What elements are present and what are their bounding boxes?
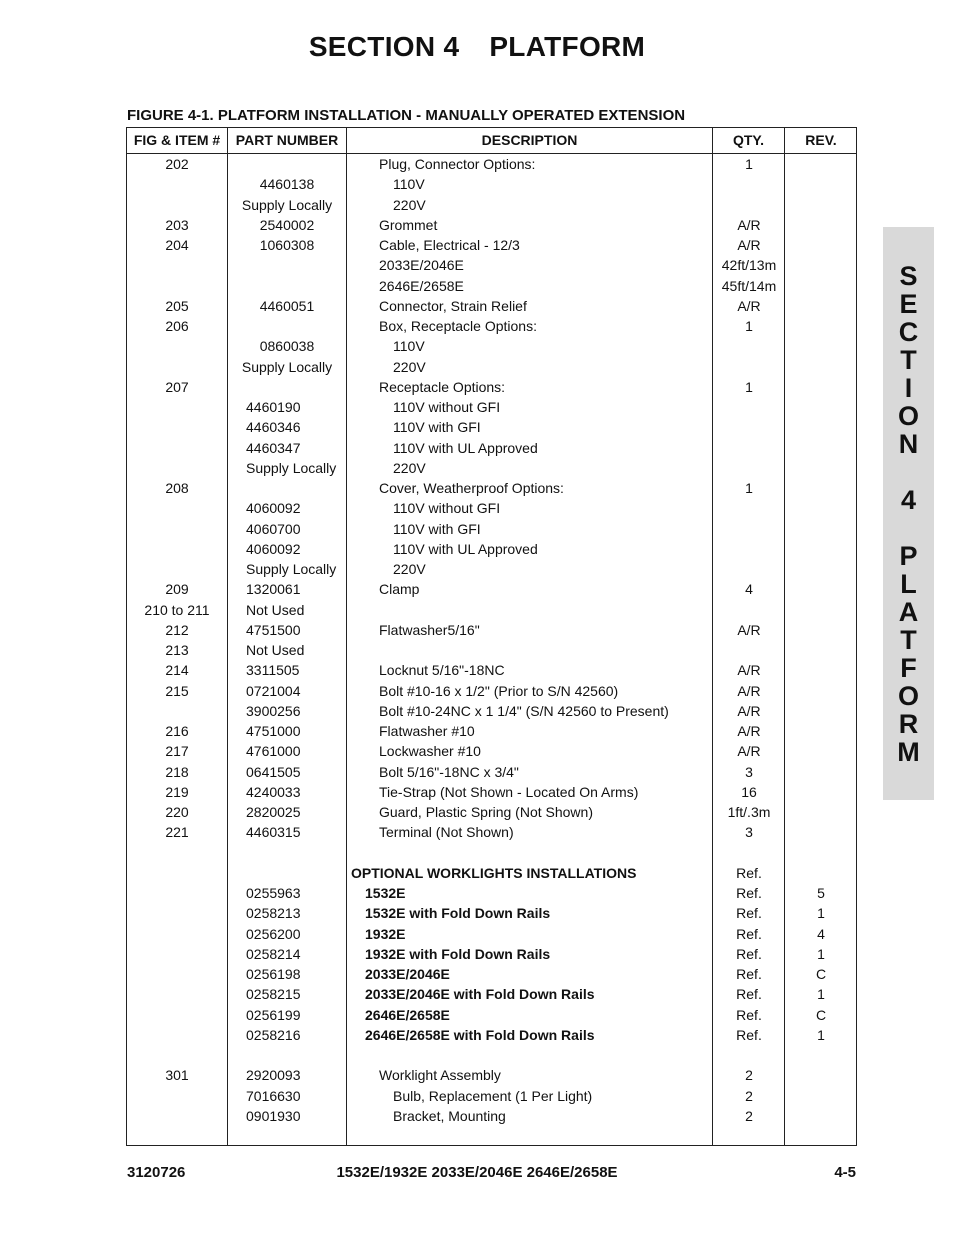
qty-cell: 1ft/.3m	[727, 804, 771, 820]
table-row	[127, 357, 856, 377]
parts-table	[126, 127, 857, 1146]
part-number-cell: 0256200	[246, 925, 301, 942]
rev-cell: 4	[817, 925, 825, 942]
part-number-cell: 4751000	[246, 723, 301, 739]
qty-cell: Ref.	[736, 925, 762, 942]
qty-cell: Ref.	[736, 885, 762, 901]
fig-item-cell: 218	[165, 763, 189, 780]
description-cell: Plug, Connector Options:	[379, 156, 536, 172]
part-number-cell: 4751500	[246, 621, 301, 638]
part-number-cell: 0256199	[246, 1006, 301, 1023]
table-row	[127, 741, 856, 761]
part-number-cell: 4060092	[246, 500, 301, 517]
part-number-cell: 0860038	[259, 338, 315, 355]
table-row	[127, 1025, 856, 1045]
footer-page-number: 4-5	[834, 1164, 856, 1181]
description-cell: 110V	[393, 338, 425, 355]
part-number-cell: Supply Locally	[246, 459, 337, 476]
fig-item-cell: 205	[165, 297, 189, 314]
header-qty: QTY.	[732, 132, 765, 148]
table-row	[127, 984, 856, 1004]
part-number-cell: Supply Locally	[241, 196, 333, 213]
qty-cell: Ref.	[736, 986, 762, 1003]
qty-cell: A/R	[737, 662, 761, 679]
side-tab-letter: T	[900, 345, 917, 375]
fig-item-cell: 215	[165, 682, 189, 699]
part-number-cell: 4460190	[246, 399, 301, 415]
table-row	[127, 174, 856, 194]
qty-cell: 3	[745, 824, 753, 841]
qty-cell: Ref.	[736, 864, 762, 881]
description-cell: Clamp	[379, 581, 420, 598]
fig-item-cell: 209	[165, 581, 189, 598]
part-number-cell: Supply Locally	[241, 358, 333, 375]
side-tab-letter: 4	[900, 485, 917, 515]
table-row	[127, 1065, 856, 1085]
part-number-cell: 4460346	[246, 419, 301, 436]
table-row	[127, 276, 856, 296]
fig-item-cell: 210 to 211	[144, 601, 210, 618]
table-row	[127, 640, 856, 660]
description-cell: 110V with UL Approved	[393, 540, 538, 557]
part-number-cell: 4460138	[259, 176, 315, 193]
qty-cell: 45ft/14m	[721, 277, 777, 294]
part-number-cell: 3311505	[246, 662, 300, 679]
description-cell: Bulb, Replacement (1 Per Light)	[393, 1087, 593, 1104]
part-number-cell: 0721004	[246, 682, 301, 699]
table-row	[127, 903, 856, 923]
table-row	[127, 1005, 856, 1025]
description-cell: 110V with GFI	[393, 419, 481, 436]
qty-cell: Ref.	[736, 966, 762, 982]
part-number-cell: 1320061	[246, 581, 301, 598]
table-row	[127, 620, 856, 640]
part-number-cell: 4460347	[246, 439, 301, 456]
description-cell: Receptacle Options:	[379, 378, 506, 395]
part-number-cell: Not Used	[246, 642, 305, 658]
section-name: PLATFORM	[489, 31, 646, 62]
table-row	[127, 660, 856, 680]
page-title	[0, 31, 954, 63]
rev-cell: 1	[817, 1026, 825, 1043]
table-row	[127, 600, 856, 620]
qty-cell: 1	[745, 156, 753, 172]
description-cell: 2033E/2046E	[379, 257, 464, 274]
table-row	[127, 1045, 856, 1065]
rev-cell: 1	[817, 905, 825, 922]
table-row	[127, 255, 856, 275]
qty-cell: 42ft/13m	[721, 257, 777, 274]
qty-cell: A/R	[737, 743, 761, 760]
qty-cell: A/R	[737, 621, 761, 638]
table-row	[127, 964, 856, 984]
table-row	[127, 154, 856, 174]
part-number-cell: 4460051	[259, 297, 315, 314]
side-tab-letter: P	[899, 541, 918, 571]
fig-item-cell: 216	[165, 723, 189, 739]
qty-cell: 3	[745, 763, 753, 780]
table-row	[127, 681, 856, 701]
qty-cell: A/R	[737, 237, 761, 253]
description-cell: Connector, Strain Relief	[379, 297, 527, 314]
part-number-cell: 0901930	[246, 1107, 301, 1124]
side-tab-letter: E	[899, 289, 918, 319]
description-cell: Box, Receptacle Options:	[379, 318, 537, 334]
description-cell: Cable, Electrical - 12/3	[379, 237, 520, 253]
side-tab-letter: A	[898, 597, 919, 627]
description-cell: Bolt #10-24NC x 1 1/4" (S/N 42560 to Present)	[379, 702, 669, 719]
fig-item-cell: 214	[165, 662, 189, 679]
side-tab-letter: O	[897, 401, 919, 431]
part-number-cell: 4060092	[246, 540, 301, 557]
rev-cell: 1	[817, 945, 825, 962]
fig-item-cell: 212	[165, 621, 189, 638]
part-number-cell: 1060308	[259, 237, 315, 253]
part-number-cell: 2540002	[259, 216, 315, 233]
part-number-cell: 4761000	[246, 743, 301, 760]
part-number-cell: 0258214	[246, 945, 301, 962]
table-row	[127, 235, 856, 255]
description-cell: 110V with GFI	[393, 520, 481, 537]
table-row	[127, 336, 856, 356]
qty-cell: A/R	[737, 216, 761, 233]
qty-cell: A/R	[737, 723, 761, 739]
table-row	[127, 924, 856, 944]
qty-cell: 2	[745, 1107, 753, 1124]
part-number-cell: 0258213	[246, 905, 301, 922]
description-cell: Locknut 5/16"-18NC	[379, 662, 505, 679]
description-cell: Bolt 5/16"-18NC x 3/4"	[379, 763, 519, 780]
qty-cell: 1	[745, 318, 753, 334]
table-row	[127, 802, 856, 822]
header-rev: REV.	[805, 132, 837, 148]
qty-cell: 2	[745, 1087, 753, 1104]
description-cell: 220V	[393, 561, 426, 577]
qty-cell: 4	[745, 581, 753, 598]
part-number-cell: Not Used	[246, 601, 305, 618]
description-cell: 220V	[393, 459, 426, 476]
fig-item-cell: 221	[165, 824, 189, 841]
section-number: SECTION 4	[308, 31, 460, 62]
table-row	[127, 519, 856, 539]
description-cell: 2646E/2658E	[379, 277, 464, 294]
table-row	[127, 782, 856, 802]
side-tab-letter: S	[899, 261, 918, 291]
part-number-cell: Supply Locally	[246, 561, 337, 577]
qty-cell: 1	[745, 480, 753, 496]
qty-cell: Ref.	[736, 1026, 762, 1043]
part-number-cell: 4060700	[246, 520, 301, 537]
side-tab-letter: R	[898, 709, 919, 739]
description-cell: 1932E	[365, 925, 406, 942]
description-cell: Tie-Strap (Not Shown - Located On Arms)	[379, 783, 639, 800]
description-cell: 2646E/2658E	[365, 1006, 450, 1023]
table-row	[127, 377, 856, 397]
description-cell: Flatwasher #10	[379, 723, 475, 739]
qty-cell: A/R	[737, 297, 761, 314]
fig-item-cell: 203	[165, 216, 189, 233]
part-number-cell: 2920093	[246, 1067, 301, 1084]
table-row	[127, 559, 856, 579]
part-number-cell: 0256198	[246, 966, 301, 982]
header-part-number: PART NUMBER	[235, 132, 339, 148]
table-row	[127, 296, 856, 316]
fig-item-cell: 206	[165, 318, 189, 334]
fig-item-cell: 202	[165, 156, 189, 172]
part-number-cell: 0258215	[246, 986, 301, 1003]
table-row	[127, 195, 856, 215]
header-description: DESCRIPTION	[481, 132, 578, 148]
side-tab-letter: I	[904, 373, 913, 403]
fig-item-cell: 204	[165, 237, 189, 253]
footer-doc-number: 3120726	[127, 1164, 186, 1181]
description-cell: Cover, Weatherproof Options:	[379, 480, 564, 496]
part-number-cell: 0641505	[246, 763, 301, 780]
part-number-cell: 3900256	[246, 702, 301, 719]
table-row	[127, 701, 856, 721]
description-cell: 110V without GFI	[393, 500, 501, 517]
table-row	[127, 539, 856, 559]
table-row	[127, 1086, 856, 1106]
description-cell: 1932E with Fold Down Rails	[365, 945, 551, 962]
qty-cell: Ref.	[736, 945, 762, 962]
table-row	[127, 316, 856, 336]
table-row	[127, 822, 856, 842]
section-side-tab	[883, 227, 934, 800]
table-row	[127, 498, 856, 518]
figure-title: FIGURE 4-1. PLATFORM INSTALLATION - MANUALLY OPERATED EXTENSION	[127, 107, 686, 124]
rev-cell: C	[815, 1006, 827, 1023]
fig-item-cell: 301	[165, 1067, 189, 1084]
table-row	[127, 721, 856, 741]
fig-item-cell: 219	[165, 783, 189, 800]
fig-item-cell: 208	[165, 480, 189, 496]
table-row	[127, 762, 856, 782]
table-row	[127, 843, 856, 863]
fig-item-cell: 220	[165, 804, 189, 820]
qty-cell: Ref.	[736, 1006, 762, 1023]
table-row	[127, 883, 856, 903]
table-row	[127, 863, 856, 883]
header-fig-item: FIG & ITEM #	[133, 132, 221, 148]
table-row	[127, 944, 856, 964]
rev-cell: 1	[817, 986, 825, 1003]
qty-cell: A/R	[737, 702, 761, 719]
description-cell: 1532E with Fold Down Rails	[365, 905, 551, 922]
side-tab-letter: F	[900, 653, 917, 683]
part-number-cell: 0255963	[246, 885, 301, 901]
description-cell: 220V	[393, 358, 426, 375]
footer-models: 1532E/1932E 2033E/2046E 2646E/2658E	[336, 1164, 618, 1181]
description-cell: 2033E/2046E with Fold Down Rails	[365, 986, 595, 1003]
fig-item-cell: 207	[165, 378, 189, 395]
side-tab-letter: L	[900, 569, 917, 599]
fig-item-cell: 213	[165, 642, 189, 658]
side-tab-letter: T	[900, 625, 917, 655]
description-cell: 2033E/2046E	[365, 966, 450, 982]
rev-cell: C	[815, 966, 827, 982]
description-cell: Bolt #10-16 x 1/2" (Prior to S/N 42560)	[379, 682, 619, 699]
part-number-cell: 0258216	[246, 1026, 301, 1043]
description-cell: 110V without GFI	[393, 399, 501, 415]
qty-cell: 1	[745, 378, 753, 395]
side-tab-letter: N	[898, 429, 919, 459]
description-cell: 110V	[393, 176, 425, 193]
fig-item-cell: 217	[165, 743, 189, 760]
side-tab-letter: O	[897, 681, 919, 711]
table-row	[127, 478, 856, 498]
description-cell: Flatwasher5/16"	[379, 621, 480, 638]
description-cell: Worklight Assembly	[379, 1067, 501, 1084]
qty-cell: A/R	[737, 682, 761, 699]
part-number-cell: 2820025	[246, 804, 301, 820]
description-cell: Grommet	[379, 216, 438, 233]
table-row	[127, 397, 856, 417]
description-cell: 110V with UL Approved	[393, 439, 538, 456]
side-tab-letter: C	[898, 317, 919, 347]
description-cell: Terminal (Not Shown)	[379, 824, 514, 841]
table-row	[127, 1106, 856, 1126]
table-row	[127, 215, 856, 235]
side-tab-letter: M	[897, 737, 920, 767]
description-cell: Lockwasher #10	[379, 743, 481, 760]
table-body	[127, 154, 856, 1126]
rev-cell: 5	[817, 885, 825, 901]
qty-cell: Ref.	[736, 905, 762, 922]
description-cell: 1532E	[365, 885, 406, 901]
description-cell: Guard, Plastic Spring (Not Shown)	[379, 804, 593, 820]
table-row	[127, 458, 856, 478]
table-row	[127, 579, 856, 599]
qty-cell: 16	[741, 783, 757, 800]
qty-cell: 2	[745, 1067, 753, 1084]
table-row	[127, 417, 856, 437]
table-header	[127, 128, 856, 154]
description-cell: Bracket, Mounting	[393, 1107, 506, 1124]
description-cell: 2646E/2658E with Fold Down Rails	[365, 1026, 595, 1043]
part-number-cell: 4460315	[246, 824, 301, 841]
description-cell: 220V	[393, 196, 426, 213]
part-number-cell: 7016630	[246, 1087, 301, 1104]
part-number-cell: 4240033	[246, 783, 301, 800]
description-cell: OPTIONAL WORKLIGHTS INSTALLATIONS	[351, 864, 637, 881]
table-row	[127, 438, 856, 458]
